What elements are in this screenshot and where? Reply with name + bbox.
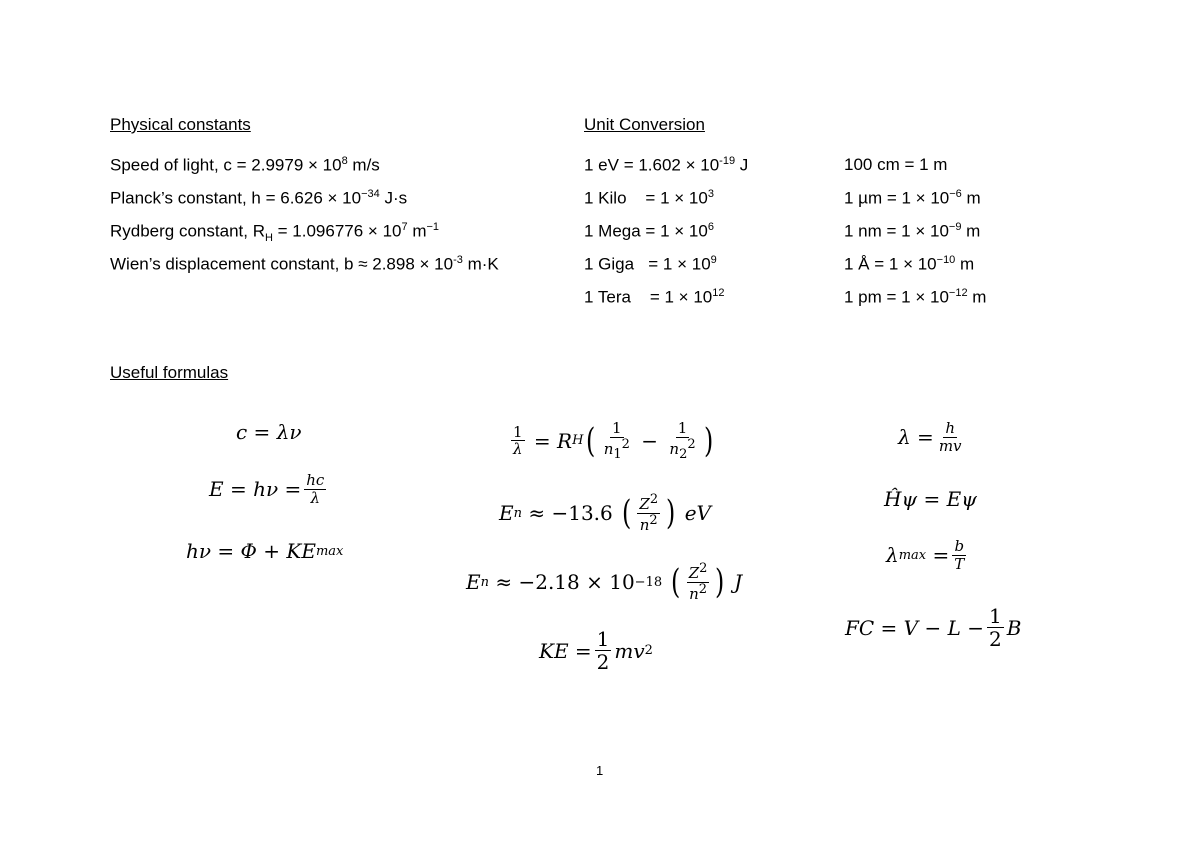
unit-right-label: 100 cm = 1 m [844, 155, 948, 174]
planck-text: Planck’s constant, h = 6.626 × 10 [110, 188, 362, 208]
unit-left-exp: 3 [707, 188, 714, 200]
rydberg-mid: = 1.096776 × 10 [272, 221, 402, 241]
unit-left-exp: 12 [712, 287, 725, 299]
unit-right-row [844, 221, 980, 242]
unit-right-row [844, 155, 947, 175]
unit-left-label: 1 Mega = 1 × 10 [584, 221, 708, 241]
unit-right-row [844, 287, 986, 308]
unit-left-unit: J [735, 155, 749, 175]
unit-left-label: 1 Giga = 1 × 10 [584, 254, 711, 274]
formula-schrodinger: Ĥψ = Eψ [884, 487, 977, 511]
planck-unit: J·s [379, 188, 408, 208]
unit-right-exp: −6 [949, 188, 962, 200]
unit-right-exp: −10 [936, 254, 956, 266]
formula-photon-energy: E = hν = $\frac{hc}{\lambda}$ [209, 471, 325, 507]
unit-left-exp: 9 [710, 254, 717, 266]
unit-left-label: 1 eV = 1.602 × 10 [584, 155, 720, 175]
physical-constants-heading: Physical constants [110, 115, 251, 134]
formula-de-broglie: λ = $\frac{h}{mv}$ [898, 419, 962, 455]
unit-left-row [584, 221, 714, 242]
unit-right-unit: m [967, 287, 987, 307]
page-number: 1 [596, 763, 604, 778]
speed-of-light-unit: m/s [347, 155, 380, 175]
wien-unit: m·K [462, 254, 499, 274]
unit-right-unit: m [961, 221, 981, 241]
wien-line [110, 254, 499, 275]
rydberg-sub: H [264, 232, 273, 245]
unit-right-label: 1 nm = 1 × 10 [844, 221, 949, 241]
unit-right-row [844, 188, 981, 209]
unit-left-label: 1 Kilo = 1 × 10 [584, 188, 708, 208]
unit-left-row [584, 287, 724, 308]
rydberg-unit-exp: −1 [426, 221, 440, 233]
rydberg-exp: 7 [401, 221, 408, 233]
speed-of-light-line [110, 155, 380, 176]
unit-right-label: 1 µm = 1 × 10 [844, 188, 950, 208]
rydberg-text: Rydberg constant, R [110, 221, 265, 241]
unit-conversion-heading: Unit Conversion [584, 115, 705, 134]
wien-text: Wien’s displacement constant, b ≈ 2.898 × 10 [110, 254, 454, 274]
speed-of-light-text: Speed of light, c = 2.9979 × 10 [110, 155, 342, 175]
unit-right-exp: −9 [948, 221, 962, 233]
planck-line [110, 188, 407, 209]
unit-right-exp: −12 [948, 287, 968, 299]
formula-formal-charge: FC = V − L − $\frac{1}{2}$ B [845, 604, 1022, 651]
unit-left-row [584, 254, 717, 275]
formula-energy-level-ev: E n ≈ −13.6 ( $\frac{Z^2}{n^2}$ ) eV [499, 492, 711, 534]
wien-exp: -3 [453, 254, 463, 266]
formula-rydberg: $\frac{1}{\lambda}$ = R H ( $\frac{1}{n_1^2}$ − $\frac{1}{n_2^2}$ ) [513, 419, 713, 462]
unit-right-unit: m [961, 188, 981, 208]
unit-right-unit: m [955, 254, 975, 274]
unit-left-row [584, 188, 714, 209]
speed-of-light-exp: 8 [341, 155, 348, 167]
rydberg-unit: m [407, 221, 427, 241]
unit-left-row [584, 155, 748, 176]
unit-right-label: 1 pm = 1 × 10 [844, 287, 949, 307]
rydberg-line [110, 221, 439, 244]
unit-left-exp: 6 [707, 221, 714, 233]
useful-formulas-heading: Useful formulas [110, 363, 229, 382]
formula-photoelectric: hν = Φ + KE max [186, 539, 344, 563]
formula-kinetic-energy: KE = $\frac{1}{2}$ mv 2 [539, 627, 653, 674]
formula-speed-wavelength: c = λν [236, 420, 302, 444]
formula-energy-level-j: E n ≈ −2.18 × 10 −18 ( $\frac{Z^2}{n^2}$ ) J [466, 561, 743, 603]
formula-wien: λ max = $\frac{b}{T}$ [886, 537, 965, 573]
unit-left-label: 1 Tera = 1 × 10 [584, 287, 713, 307]
unit-right-label: 1 Å = 1 × 10 [844, 254, 937, 274]
planck-exp: −34 [361, 188, 380, 200]
unit-right-row [844, 254, 974, 275]
unit-left-exp: -19 [719, 155, 736, 167]
